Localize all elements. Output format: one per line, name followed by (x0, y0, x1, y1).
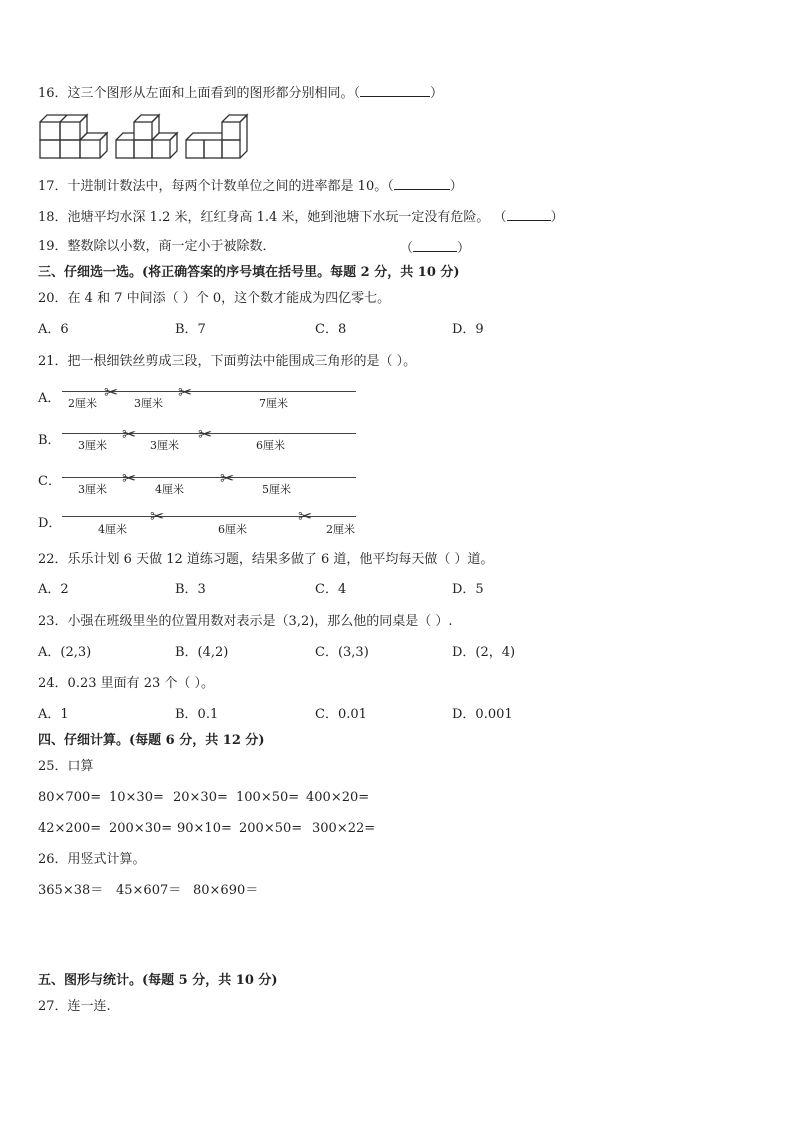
question-16-text: 16．这三个图形从左面和上面看到的图形都分别相同。（ (38, 86, 361, 101)
cut-option-b[interactable] (38, 424, 368, 464)
option-d[interactable]: D．9 (452, 322, 484, 337)
question-25: 25．口算 (38, 759, 94, 774)
cut-option-c[interactable] (38, 468, 368, 508)
calc-item: 42×200= (38, 821, 102, 836)
option-c[interactable]: C．(3,3) (315, 645, 369, 660)
question-17-text: 17．十进制计数法中，每两个计数单位之间的进率都是 10。（ (38, 179, 394, 194)
question-16 (38, 83, 443, 103)
question-17 (38, 176, 463, 196)
segment-label: 2厘米 (68, 397, 97, 410)
calc-item: 300×22= (312, 821, 376, 836)
calc-item: 400×20= (306, 790, 370, 805)
option-a[interactable]: A．2 (38, 582, 69, 597)
question-20: 20．在 4 和 7 中间添（ ）个 0，这个数才能成为四亿零七。 (38, 291, 391, 306)
scissors-icon: ✂ (122, 425, 137, 445)
question-22: 22．乐乐计划 6 天做 12 道练习题，结果多做了 6 道，他平均每天做（ ）道。 (38, 552, 494, 567)
option-b[interactable]: B．3 (175, 582, 206, 597)
answer-blank-16[interactable] (360, 83, 430, 97)
cut-letter: B． (38, 433, 61, 448)
scissors-icon: ✂ (104, 383, 119, 403)
question-24-options (38, 706, 758, 724)
calc-item: 20×30= (173, 790, 228, 805)
segment-label: 3厘米 (78, 483, 107, 496)
vertical-calc-item: 80×690＝ (193, 883, 259, 898)
question-21: 21．把一根细铁丝剪成三段，下面剪法中能围成三角形的是（ ）。 (38, 354, 417, 369)
option-b[interactable]: B．(4,2) (175, 645, 229, 660)
cut-option-d[interactable] (38, 507, 368, 550)
section-5-heading: 五、图形与统计。(每题 5 分，共 10 分) (38, 973, 278, 988)
question-19 (38, 238, 276, 256)
scissors-icon: ✂ (122, 469, 137, 489)
question-19-text: 19．整数除以小数，商一定小于被除数． (38, 239, 276, 254)
question-23: 23．小强在班级里坐的位置用数对表示是（3,2)，那么他的同桌是（ ）. (38, 614, 453, 629)
question-18 (38, 207, 564, 227)
segment-label: 3厘米 (134, 397, 163, 410)
question-18-text: 18．池塘平均水深 1.2 米，红红身高 1.4 米，她到池塘下水玩一定没有危险。 （ (38, 210, 507, 225)
scissors-icon: ✂ (150, 507, 165, 527)
vertical-calc-item: 45×607＝ (116, 883, 182, 898)
cut-option-a[interactable] (38, 382, 368, 422)
vertical-calc-item: 365×38＝ (38, 883, 104, 898)
option-a[interactable]: A．1 (38, 707, 69, 722)
segment-label: 5厘米 (262, 483, 291, 496)
wire-line (62, 477, 356, 478)
segment-label: 3厘米 (150, 439, 179, 452)
segment-label: 4厘米 (98, 523, 127, 536)
segment-label: 6厘米 (218, 523, 247, 536)
option-a[interactable]: A．6 (38, 322, 69, 337)
section-4-heading: 四、仔细计算。(每题 6 分，共 12 分) (38, 733, 265, 748)
calc-item: 200×50= (239, 821, 303, 836)
section-3-heading: 三、仔细选一选。(将正确答案的序号填在括号里。每题 2 分，共 10 分) (38, 265, 460, 280)
segment-label: 3厘米 (78, 439, 107, 452)
close-paren: ） (457, 241, 471, 256)
segment-label: 2厘米 (326, 523, 355, 536)
scissors-icon: ✂ (198, 425, 213, 445)
close-paren: ） (430, 86, 444, 101)
segment-label: 7厘米 (259, 397, 288, 410)
close-paren: ） (449, 179, 463, 194)
option-a[interactable]: A．(2,3) (38, 645, 92, 660)
cube-figures-image (38, 112, 298, 162)
option-c[interactable]: C．0.01 (315, 707, 367, 722)
calc-item: 90×10= (177, 821, 232, 836)
cut-letter: A． (38, 391, 61, 406)
cut-letter: C． (38, 474, 61, 489)
open-paren: （ (400, 241, 414, 256)
cut-letter: D． (38, 516, 62, 531)
calc-item: 10×30= (109, 790, 164, 805)
question-24: 24．0.23 里面有 23 个（ ）。 (38, 676, 215, 691)
cube-figures (38, 112, 298, 162)
scissors-icon: ✂ (298, 507, 313, 527)
calc-item: 200×30= (109, 821, 173, 836)
calc-item: 80×700= (38, 790, 102, 805)
option-b[interactable]: B．0.1 (175, 707, 219, 722)
option-c[interactable]: C．8 (315, 322, 347, 337)
option-d[interactable]: D．5 (452, 582, 484, 597)
scissors-icon: ✂ (178, 383, 193, 403)
answer-blank-19[interactable] (413, 238, 457, 252)
question-22-options (38, 581, 758, 599)
question-20-options (38, 321, 758, 339)
calc-item: 100×50= (236, 790, 300, 805)
question-26: 26．用竖式计算。 (38, 852, 146, 867)
question-27: 27．连一连. (38, 999, 111, 1014)
option-b[interactable]: B．7 (175, 322, 206, 337)
answer-blank-17[interactable] (394, 176, 450, 190)
segment-label: 6厘米 (256, 439, 285, 452)
option-d[interactable]: D．(2，4) (452, 645, 516, 660)
segment-label: 4厘米 (155, 483, 184, 496)
option-d[interactable]: D．0.001 (452, 707, 513, 722)
question-23-options (38, 644, 758, 662)
answer-blank-18[interactable] (507, 207, 551, 221)
scissors-icon: ✂ (220, 469, 235, 489)
answer-19 (400, 238, 470, 258)
close-paren: ） (550, 210, 564, 225)
option-c[interactable]: C．4 (315, 582, 347, 597)
